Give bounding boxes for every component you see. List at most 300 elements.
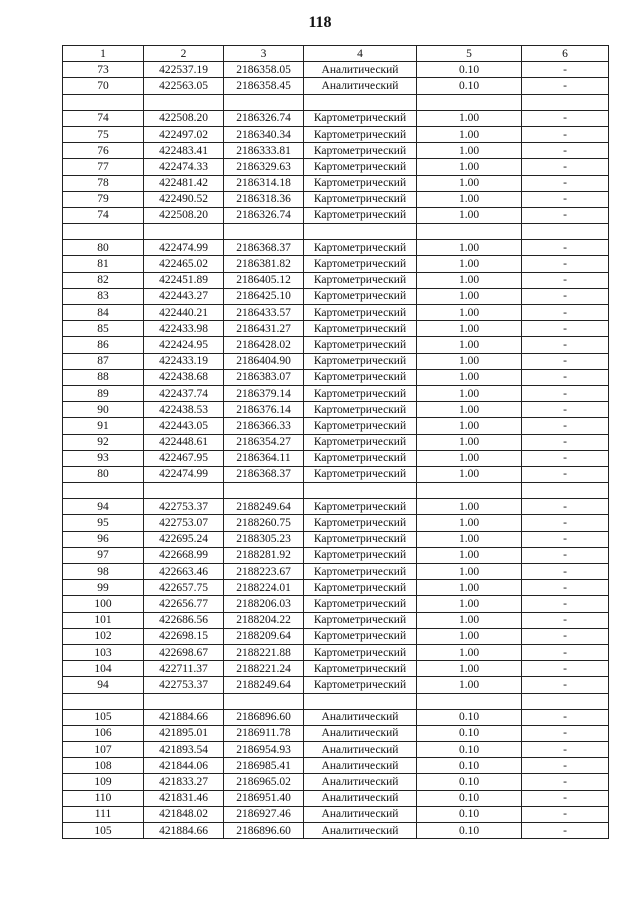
table-cell: 422443.27: [144, 288, 224, 304]
table-cell: 89: [63, 385, 144, 401]
table-cell: 2188305.23: [224, 531, 304, 547]
table-cell: Картометрический: [304, 547, 417, 563]
table-cell: 0.10: [417, 78, 522, 94]
table-cell: 422663.46: [144, 564, 224, 580]
table-cell: 80: [63, 240, 144, 256]
table-cell: -: [522, 531, 609, 547]
table-cell: Картометрический: [304, 531, 417, 547]
empty-cell: [417, 94, 522, 110]
empty-cell: [224, 94, 304, 110]
table-cell: 0.10: [417, 709, 522, 725]
table-cell: Аналитический: [304, 774, 417, 790]
empty-cell: [304, 693, 417, 709]
empty-cell: [63, 693, 144, 709]
empty-cell: [224, 483, 304, 499]
table-row: [63, 191, 609, 207]
table-cell: -: [522, 450, 609, 466]
table-row: [63, 385, 609, 401]
table-cell: 422497.02: [144, 126, 224, 142]
column-header: 4: [304, 46, 417, 62]
table-cell: Картометрический: [304, 175, 417, 191]
table-cell: 2186358.45: [224, 78, 304, 94]
table-cell: 421831.46: [144, 790, 224, 806]
table-cell: 2188260.75: [224, 515, 304, 531]
table-cell: -: [522, 385, 609, 401]
table-row: [63, 644, 609, 660]
table-cell: 1.00: [417, 110, 522, 126]
table-cell: 421844.06: [144, 758, 224, 774]
table-cell: 1.00: [417, 175, 522, 191]
table-cell: 2186965.02: [224, 774, 304, 790]
table-cell: 1.00: [417, 434, 522, 450]
table-cell: 1.00: [417, 369, 522, 385]
table-row: [63, 774, 609, 790]
table-cell: 421893.54: [144, 742, 224, 758]
table-cell: 422424.95: [144, 337, 224, 353]
table-cell: 107: [63, 742, 144, 758]
table-row: [63, 742, 609, 758]
table-cell: Аналитический: [304, 709, 417, 725]
table-cell: 0.10: [417, 823, 522, 839]
table-cell: 74: [63, 110, 144, 126]
table-cell: 422451.89: [144, 272, 224, 288]
table-row: [63, 661, 609, 677]
table-cell: Аналитический: [304, 758, 417, 774]
table-cell: Картометрический: [304, 288, 417, 304]
table-row: [63, 823, 609, 839]
table-row: [63, 288, 609, 304]
empty-cell: [304, 224, 417, 240]
table-cell: -: [522, 288, 609, 304]
table-cell: 105: [63, 823, 144, 839]
table-cell: 422474.99: [144, 240, 224, 256]
table-cell: Картометрический: [304, 612, 417, 628]
table-cell: 95: [63, 515, 144, 531]
table-cell: 1.00: [417, 240, 522, 256]
column-header: 6: [522, 46, 609, 62]
empty-cell: [144, 693, 224, 709]
table-cell: 1.00: [417, 547, 522, 563]
table-row: [63, 369, 609, 385]
table-row: [63, 337, 609, 353]
table-row: [63, 709, 609, 725]
table-cell: 88: [63, 369, 144, 385]
table-cell: 109: [63, 774, 144, 790]
table-cell: 110: [63, 790, 144, 806]
table-cell: -: [522, 62, 609, 78]
table-cell: Картометрический: [304, 321, 417, 337]
table-row: [63, 725, 609, 741]
table-row: [63, 628, 609, 644]
table-cell: 422698.67: [144, 644, 224, 660]
table-cell: 422490.52: [144, 191, 224, 207]
table-cell: 2188281.92: [224, 547, 304, 563]
table-cell: -: [522, 353, 609, 369]
table-cell: 93: [63, 450, 144, 466]
table-cell: 421833.27: [144, 774, 224, 790]
table-cell: 422474.99: [144, 466, 224, 482]
table-cell: 97: [63, 547, 144, 563]
table-cell: 2186404.90: [224, 353, 304, 369]
table-cell: 2186340.34: [224, 126, 304, 142]
table-row: [63, 564, 609, 580]
separator-row: [63, 483, 609, 499]
table-cell: 1.00: [417, 644, 522, 660]
table-cell: 76: [63, 143, 144, 159]
table-cell: 2186318.36: [224, 191, 304, 207]
table-cell: -: [522, 644, 609, 660]
table-cell: -: [522, 418, 609, 434]
table-cell: 422467.95: [144, 450, 224, 466]
column-header: 2: [144, 46, 224, 62]
table-cell: Аналитический: [304, 78, 417, 94]
table-cell: 1.00: [417, 402, 522, 418]
table-cell: 1.00: [417, 677, 522, 693]
table-row: [63, 240, 609, 256]
table-cell: 1.00: [417, 272, 522, 288]
table-cell: Аналитический: [304, 806, 417, 822]
table-cell: 422433.19: [144, 353, 224, 369]
empty-cell: [417, 693, 522, 709]
table-cell: 82: [63, 272, 144, 288]
empty-cell: [304, 94, 417, 110]
empty-cell: [522, 224, 609, 240]
table-cell: 73: [63, 62, 144, 78]
table-cell: 86: [63, 337, 144, 353]
table-cell: 2188221.88: [224, 644, 304, 660]
table-cell: Картометрический: [304, 385, 417, 401]
table-cell: 1.00: [417, 418, 522, 434]
table-cell: 1.00: [417, 191, 522, 207]
empty-cell: [304, 483, 417, 499]
table-cell: 422753.37: [144, 499, 224, 515]
table-cell: 99: [63, 580, 144, 596]
table-cell: -: [522, 547, 609, 563]
table-cell: 103: [63, 644, 144, 660]
table-cell: 422438.53: [144, 402, 224, 418]
column-header: 1: [63, 46, 144, 62]
table-cell: -: [522, 78, 609, 94]
empty-cell: [144, 94, 224, 110]
table-row: [63, 402, 609, 418]
table-cell: 1.00: [417, 305, 522, 321]
table-cell: -: [522, 806, 609, 822]
table-cell: Картометрический: [304, 191, 417, 207]
column-header: 3: [224, 46, 304, 62]
table-row: [63, 110, 609, 126]
table-cell: -: [522, 466, 609, 482]
table-row: [63, 758, 609, 774]
table-row: [63, 143, 609, 159]
table-cell: 94: [63, 677, 144, 693]
table-row: [63, 450, 609, 466]
table-cell: Картометрический: [304, 402, 417, 418]
table-cell: 2186358.05: [224, 62, 304, 78]
table-cell: 1.00: [417, 564, 522, 580]
table-cell: 1.00: [417, 337, 522, 353]
table-row: [63, 62, 609, 78]
table-cell: 422563.05: [144, 78, 224, 94]
table-cell: 2186896.60: [224, 823, 304, 839]
table-cell: 2186951.40: [224, 790, 304, 806]
table-cell: 2186376.14: [224, 402, 304, 418]
table-cell: 1.00: [417, 531, 522, 547]
separator-row: [63, 693, 609, 709]
table-cell: 422448.61: [144, 434, 224, 450]
table-row: [63, 175, 609, 191]
table-cell: -: [522, 191, 609, 207]
table-cell: 2186425.10: [224, 288, 304, 304]
coordinates-table: [62, 45, 609, 839]
table-cell: 104: [63, 661, 144, 677]
table-cell: -: [522, 321, 609, 337]
table-cell: 1.00: [417, 256, 522, 272]
table-cell: Картометрический: [304, 207, 417, 223]
table-cell: 0.10: [417, 742, 522, 758]
table-cell: -: [522, 337, 609, 353]
table-cell: 422433.98: [144, 321, 224, 337]
empty-cell: [224, 693, 304, 709]
table-cell: 2188204.22: [224, 612, 304, 628]
table-cell: 85: [63, 321, 144, 337]
table-cell: 75: [63, 126, 144, 142]
table-cell: 105: [63, 709, 144, 725]
table-cell: -: [522, 175, 609, 191]
table-cell: Аналитический: [304, 742, 417, 758]
table-cell: 98: [63, 564, 144, 580]
table-cell: 84: [63, 305, 144, 321]
table-cell: 81: [63, 256, 144, 272]
table-cell: -: [522, 790, 609, 806]
table-cell: -: [522, 434, 609, 450]
separator-row: [63, 224, 609, 240]
table-cell: -: [522, 628, 609, 644]
empty-cell: [144, 483, 224, 499]
table-cell: Картометрический: [304, 644, 417, 660]
table-cell: Картометрический: [304, 580, 417, 596]
table-cell: 1.00: [417, 661, 522, 677]
table-cell: 422686.56: [144, 612, 224, 628]
table-row: [63, 159, 609, 175]
table-cell: 101: [63, 612, 144, 628]
table-cell: 2186383.07: [224, 369, 304, 385]
table-cell: 2186405.12: [224, 272, 304, 288]
table-cell: 2186379.14: [224, 385, 304, 401]
table-cell: Аналитический: [304, 62, 417, 78]
table-cell: Картометрический: [304, 369, 417, 385]
table-cell: 2186329.63: [224, 159, 304, 175]
table-row: [63, 806, 609, 822]
empty-cell: [63, 224, 144, 240]
empty-cell: [417, 483, 522, 499]
table-cell: -: [522, 742, 609, 758]
table-cell: 421884.66: [144, 823, 224, 839]
table-cell: 422657.75: [144, 580, 224, 596]
table-cell: Аналитический: [304, 823, 417, 839]
table-body: [63, 62, 609, 839]
empty-cell: [224, 224, 304, 240]
table-cell: Картометрический: [304, 450, 417, 466]
table-cell: 422656.77: [144, 596, 224, 612]
table-cell: 2186431.27: [224, 321, 304, 337]
page-number: 118: [308, 14, 332, 31]
table-cell: Картометрический: [304, 596, 417, 612]
table-cell: -: [522, 305, 609, 321]
table-row: [63, 434, 609, 450]
table-cell: -: [522, 580, 609, 596]
table-row: [63, 78, 609, 94]
table-cell: 2186333.81: [224, 143, 304, 159]
table-cell: -: [522, 612, 609, 628]
table-cell: Аналитический: [304, 725, 417, 741]
table-cell: 422711.37: [144, 661, 224, 677]
table-cell: 1.00: [417, 207, 522, 223]
table-cell: Картометрический: [304, 418, 417, 434]
table-row: [63, 677, 609, 693]
table-row: [63, 353, 609, 369]
table-cell: 422508.20: [144, 110, 224, 126]
table-cell: 422438.68: [144, 369, 224, 385]
table-cell: 0.10: [417, 725, 522, 741]
table-cell: 80: [63, 466, 144, 482]
table-cell: 111: [63, 806, 144, 822]
table-cell: 2186381.82: [224, 256, 304, 272]
table-cell: 78: [63, 175, 144, 191]
table-header-row: [63, 46, 609, 62]
table-cell: 94: [63, 499, 144, 515]
table-cell: 2186366.33: [224, 418, 304, 434]
table-cell: 106: [63, 725, 144, 741]
table-cell: 422437.74: [144, 385, 224, 401]
table-cell: Картометрический: [304, 110, 417, 126]
table-cell: 1.00: [417, 596, 522, 612]
table-row: [63, 272, 609, 288]
table-cell: Картометрический: [304, 159, 417, 175]
table-cell: 0.10: [417, 806, 522, 822]
table-cell: 2186954.93: [224, 742, 304, 758]
table-cell: Картометрический: [304, 499, 417, 515]
table-cell: 422695.24: [144, 531, 224, 547]
table-cell: Картометрический: [304, 272, 417, 288]
table-cell: 90: [63, 402, 144, 418]
table-cell: 421884.66: [144, 709, 224, 725]
table-cell: 91: [63, 418, 144, 434]
table-cell: 1.00: [417, 466, 522, 482]
table-cell: -: [522, 110, 609, 126]
table-cell: Картометрический: [304, 143, 417, 159]
table-cell: 422443.05: [144, 418, 224, 434]
table-cell: 1.00: [417, 515, 522, 531]
table-cell: -: [522, 709, 609, 725]
table-cell: 2186368.37: [224, 466, 304, 482]
table-row: [63, 418, 609, 434]
empty-cell: [522, 94, 609, 110]
table-cell: -: [522, 564, 609, 580]
separator-row: [63, 94, 609, 110]
table-cell: 87: [63, 353, 144, 369]
table-cell: 422753.37: [144, 677, 224, 693]
table-cell: Картометрический: [304, 434, 417, 450]
table-cell: 2188224.01: [224, 580, 304, 596]
table-cell: 1.00: [417, 143, 522, 159]
table-cell: 422668.99: [144, 547, 224, 563]
table-cell: 2188206.03: [224, 596, 304, 612]
table-cell: -: [522, 159, 609, 175]
table-cell: 422440.21: [144, 305, 224, 321]
table-cell: 2186428.02: [224, 337, 304, 353]
table-cell: 2186326.74: [224, 110, 304, 126]
table-cell: 1.00: [417, 580, 522, 596]
empty-cell: [144, 224, 224, 240]
table-cell: 2188223.67: [224, 564, 304, 580]
table-cell: -: [522, 499, 609, 515]
table-row: [63, 580, 609, 596]
table-cell: 422537.19: [144, 62, 224, 78]
table-cell: Картометрический: [304, 466, 417, 482]
table-cell: -: [522, 596, 609, 612]
table-cell: 2186314.18: [224, 175, 304, 191]
table-row: [63, 305, 609, 321]
table-cell: -: [522, 272, 609, 288]
table-cell: 2188221.24: [224, 661, 304, 677]
table-cell: 0.10: [417, 790, 522, 806]
table-cell: -: [522, 758, 609, 774]
table-cell: 1.00: [417, 612, 522, 628]
table-cell: Картометрический: [304, 515, 417, 531]
table-cell: 422483.41: [144, 143, 224, 159]
table-cell: 422465.02: [144, 256, 224, 272]
table-cell: 2186433.57: [224, 305, 304, 321]
table-cell: 2186927.46: [224, 806, 304, 822]
empty-cell: [63, 483, 144, 499]
table-cell: 421895.01: [144, 725, 224, 741]
table-cell: -: [522, 143, 609, 159]
table-row: [63, 256, 609, 272]
table-cell: 1.00: [417, 288, 522, 304]
table-cell: 422698.15: [144, 628, 224, 644]
table-cell: 2186368.37: [224, 240, 304, 256]
table-cell: Картометрический: [304, 353, 417, 369]
table-cell: Картометрический: [304, 240, 417, 256]
table-cell: 422753.07: [144, 515, 224, 531]
table-cell: Картометрический: [304, 628, 417, 644]
table-cell: 2186911.78: [224, 725, 304, 741]
table-cell: Аналитический: [304, 790, 417, 806]
table-cell: 1.00: [417, 628, 522, 644]
table-cell: 1.00: [417, 450, 522, 466]
table-cell: Картометрический: [304, 126, 417, 142]
table-cell: -: [522, 126, 609, 142]
table-cell: -: [522, 725, 609, 741]
table-cell: 1.00: [417, 499, 522, 515]
table-row: [63, 126, 609, 142]
table-row: [63, 612, 609, 628]
table-cell: 2186326.74: [224, 207, 304, 223]
table-cell: 0.10: [417, 62, 522, 78]
table-cell: 2186354.27: [224, 434, 304, 450]
table-cell: 1.00: [417, 321, 522, 337]
table-cell: 2186985.41: [224, 758, 304, 774]
table-cell: -: [522, 207, 609, 223]
table-cell: 2188209.64: [224, 628, 304, 644]
table-cell: 2186896.60: [224, 709, 304, 725]
table-cell: 422508.20: [144, 207, 224, 223]
table-row: [63, 515, 609, 531]
table-cell: 1.00: [417, 159, 522, 175]
table-cell: 108: [63, 758, 144, 774]
table-row: [63, 321, 609, 337]
table-cell: 74: [63, 207, 144, 223]
